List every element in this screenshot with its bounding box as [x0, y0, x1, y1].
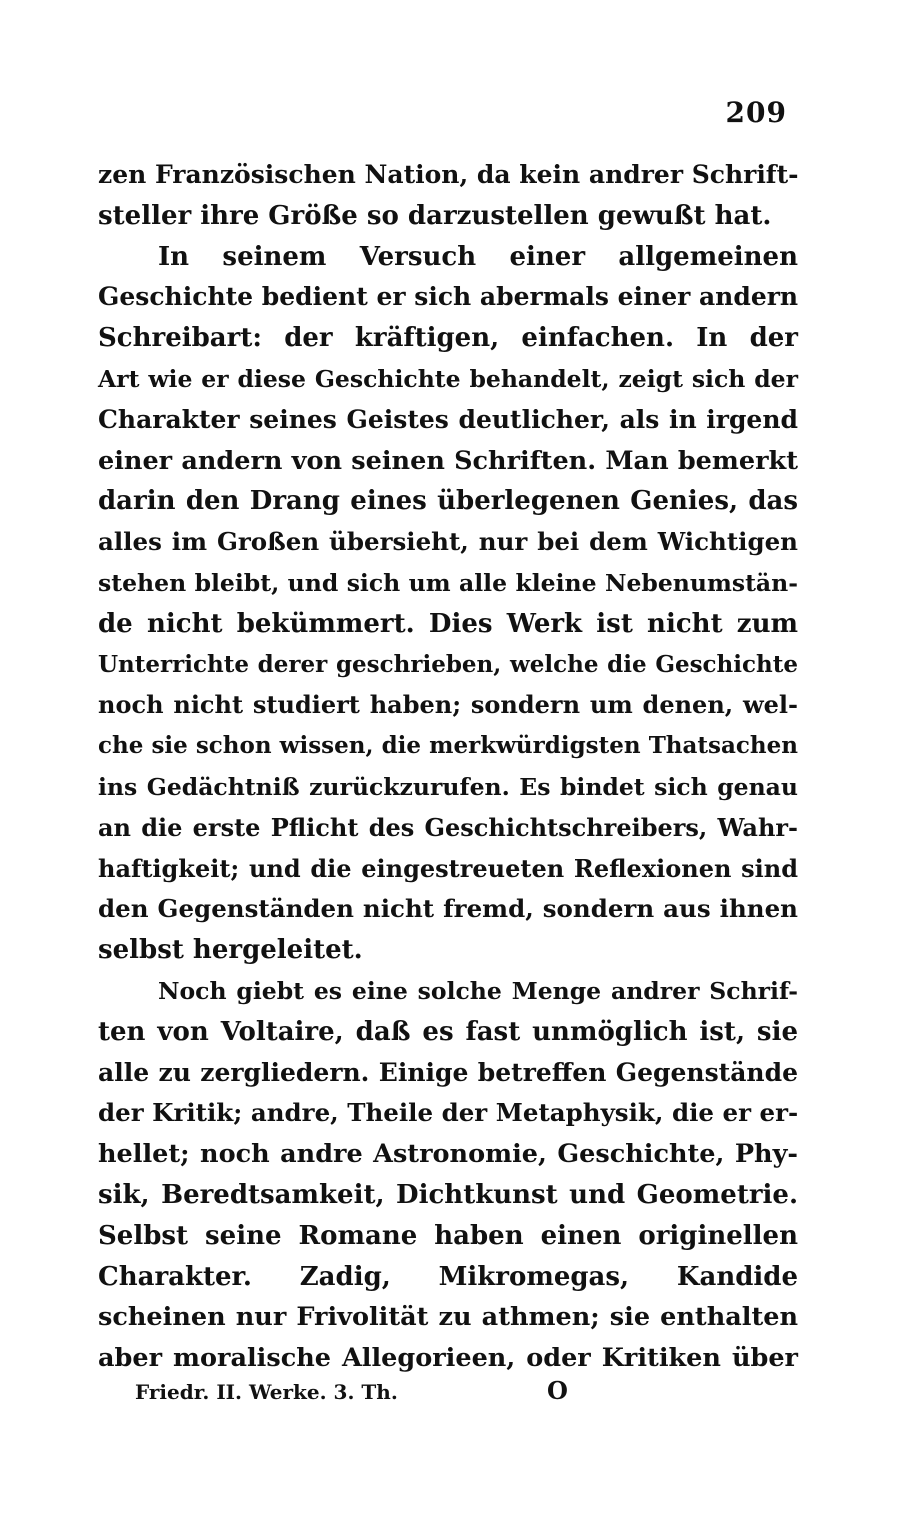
printer-signature: Friedr. II. Werke. 3. Th.: [135, 1380, 398, 1404]
text-line: darin den Drang eines überlegenen Genies, das: [98, 486, 798, 517]
text-line: Charakter. Zadig, Mikromegas, Kandide: [98, 1261, 798, 1292]
text-line: In seinem Versuch einer allgemeinen: [158, 241, 798, 272]
text-line: noch nicht studiert haben; sondern um denen, wel-: [98, 690, 798, 720]
text-line: selbst hergeleitet.: [98, 935, 363, 966]
text-line: de nicht bekümmert. Dies Werk ist nicht zum: [98, 608, 798, 639]
text-line: einer andern von seinen Schriften. Man bemerkt: [98, 445, 798, 476]
text-line: zen Französischen Nation, da kein andrer Schrift-: [98, 160, 799, 189]
text-line: Charakter seines Geistes deutlicher, als in irgend: [98, 404, 798, 434]
text-line: Selbst seine Romane haben einen originellen: [98, 1220, 798, 1251]
text-line: Unterrichte derer geschrieben, welche die Geschichte: [98, 650, 798, 678]
text-line: Noch giebt es eine solche Menge andrer Schrif-: [158, 976, 798, 1005]
text-line: scheinen nur Frivolität zu athmen; sie enthalten: [98, 1302, 798, 1333]
text-line: Schreibart: der kräftigen, einfachen. In der: [98, 323, 798, 354]
text-line: ten von Voltaire, daß es fast unmöglich ist, sie: [98, 1016, 798, 1047]
text-line: Art wie er diese Geschichte behandelt, zeigt sich der: [98, 364, 798, 393]
text-line: alle zu zergliedern. Einige betreffen Gegenstände: [98, 1057, 798, 1087]
text-line: che sie schon wissen, die merkwürdigsten Thatsachen: [98, 732, 798, 760]
text-line: aber moralische Allegorieen, oder Kritiken über: [98, 1343, 798, 1374]
text-line: Geschichte bedient er sich abermals einer andern: [98, 282, 799, 312]
sheet-mark: O: [547, 1376, 568, 1405]
text-line: sik, Beredtsamkeit, Dichtkunst und Geometrie.: [98, 1179, 798, 1210]
text-line: steller ihre Größe so darzustellen gewußt hat.: [98, 200, 772, 231]
text-line: ins Gedächtniß zurückzurufen. Es bindet sich genau: [98, 772, 798, 801]
page-number: 209: [725, 96, 787, 129]
body-text: [98, 155, 798, 1379]
text-line: stehen bleibt, und sich um alle kleine Nebenumstän-: [98, 568, 798, 597]
text-line: hellet; noch andre Astronomie, Geschichte, Phy-: [98, 1139, 798, 1170]
text-line: alles im Großen übersieht, nur bei dem Wichtigen: [98, 527, 798, 557]
text-line: an die erste Pflicht des Geschichtschreibers, Wahr-: [98, 812, 798, 842]
text-line: der Kritik; andre, Theile der Metaphysik, die er er-: [98, 1098, 799, 1128]
text-line: den Gegenständen nicht fremd, sondern aus ihnen: [98, 894, 798, 924]
text-line: haftigkeit; und die eingestreueten Reflexionen sind: [98, 853, 798, 883]
